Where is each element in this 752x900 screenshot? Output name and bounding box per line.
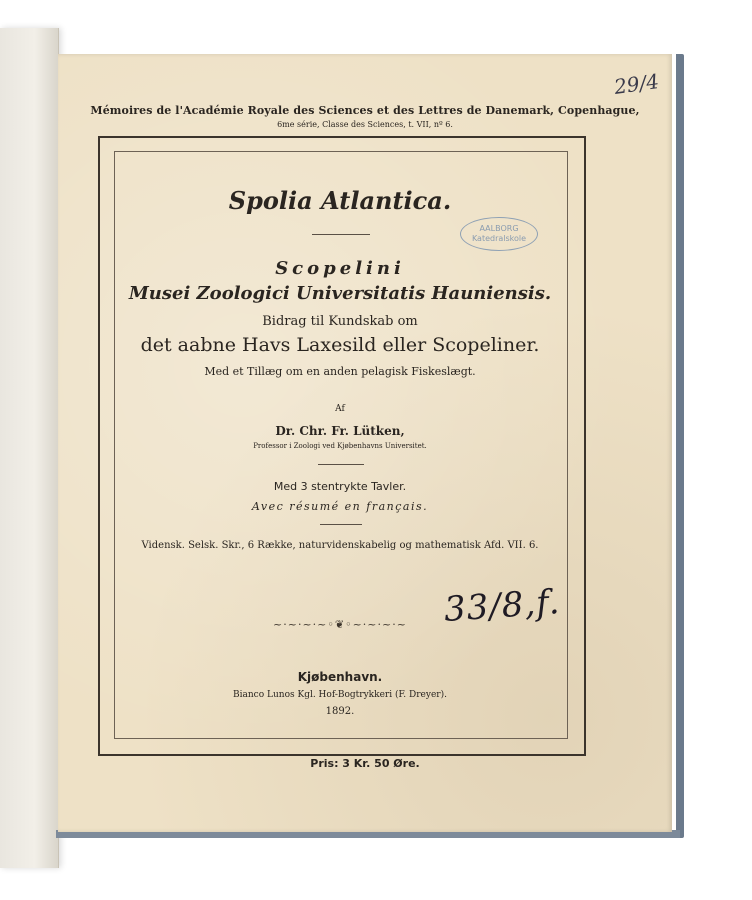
series-subline: 6me série, Classe des Sciences, t. VII, nº 6. xyxy=(277,120,453,129)
subtitle-musei: Musei Zoologici Universitatis Hauniensis. xyxy=(128,283,552,304)
book-cover-edge xyxy=(676,54,684,838)
appendix-line: Med et Tillæg om en anden pelagisk Fiskeslægt. xyxy=(204,365,476,378)
ornament-divider: ~·~·~·~◦❦◦~·~·~·~ xyxy=(273,618,407,631)
bidrag-line: Bidrag til Kundskab om xyxy=(262,314,418,329)
series-reference: Vidensk. Selsk. Skr., 6 Række, naturvidenskabelig og mathematisk Afd. VII. 6. xyxy=(141,540,539,551)
main-title: Spolia Atlantica. xyxy=(228,186,452,215)
title-rule xyxy=(312,234,370,235)
title-page xyxy=(58,54,672,832)
imprint-city: Kjøbenhavn. xyxy=(297,670,383,684)
plates-line: Med 3 stentrykte Tavler. xyxy=(273,480,407,493)
resume-line: Avec résumé en français. xyxy=(251,500,429,513)
author-rule xyxy=(318,464,364,465)
stamp-line-1: AALBORG xyxy=(479,224,519,233)
handwritten-shelf-mark: 33/8,f. xyxy=(442,581,562,631)
resume-rule xyxy=(320,524,362,525)
imprint-printer: Bianco Lunos Kgl. Hof-Bogtrykkeri (F. Dreyer). xyxy=(233,690,447,700)
handwritten-corner-note: 29/4 xyxy=(612,68,661,100)
author-title: Professor i Zoologi ved Kjøbenhavns Universitet. xyxy=(253,442,427,450)
subtitle-scopelini: Scopelini xyxy=(275,258,405,279)
price-line: Pris: 3 Kr. 50 Øre. xyxy=(310,757,420,770)
series-line: Mémoires de l'Académie Royale des Sciences et des Lettres de Danemark, Copenhague, xyxy=(90,104,640,117)
author-name: Dr. Chr. Fr. Lütken, xyxy=(275,424,405,438)
library-stamp xyxy=(460,217,538,251)
left-page-edge xyxy=(0,28,59,868)
by-line: Af xyxy=(335,404,345,414)
stamp-line-2: Katedralskole xyxy=(471,234,527,243)
imprint-year: 1892. xyxy=(325,706,355,717)
danish-title: det aabne Havs Laxesild eller Scopeliner. xyxy=(140,334,540,356)
